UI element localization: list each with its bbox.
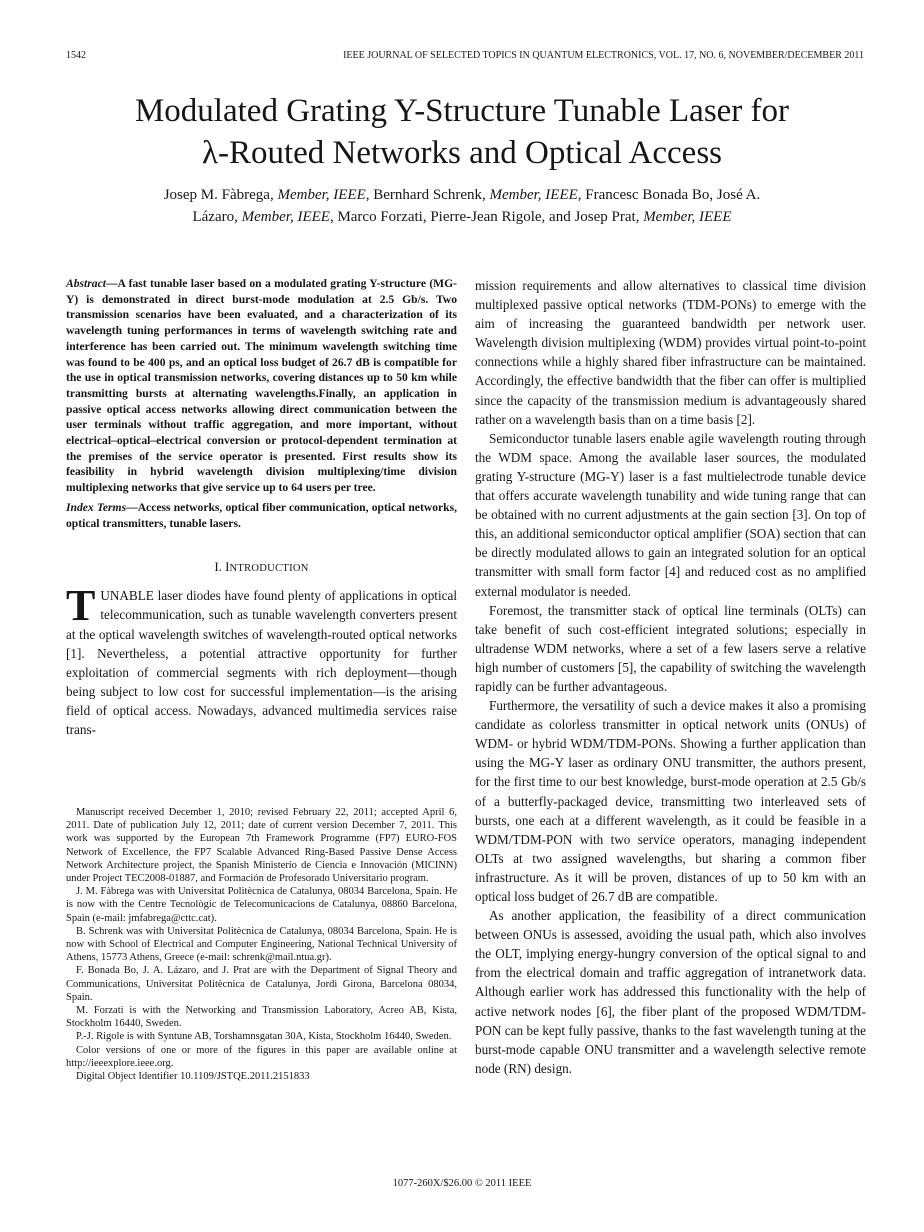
index-terms — [66, 500, 457, 531]
page-number: 1542 — [66, 50, 86, 61]
right-column — [475, 276, 866, 1078]
section-heading-introduction — [66, 557, 457, 578]
author-name: Lázaro — [192, 209, 235, 225]
author-membership: , Member, IEEE — [234, 209, 330, 225]
footnote: B. Schrenk was with Universitat Politècnica de Catalunya, 08034 Barcelona, Spain. He is now with School of Electrical and Computer Engineering, National Technical University of Athens, 15773 Athens, Greece (e-mail: schrenk@mail.ntua.gr). — [66, 925, 457, 964]
body-paragraph: As another application, the feasibility of a direct communication between ONUs is assessed, avoiding the usual path, which also involves the OLT, implying energy-hungry conversion of the optical signal to and from the electrical domain and traffic aggregation of intranetwork data. Although earlier work has addressed this functionality with the help of active network nodes [6], the fiber plant of the proposed WDM/TDM-PON can be kept fully passive, thanks to the fast wavelength tuning at the burst-mode capable ONU transmitter and a wavelength selective remote node (RN) design. — [475, 908, 866, 1076]
author-name: , Francesc Bonada Bo, José A. — [577, 187, 761, 203]
left-column — [66, 276, 457, 739]
title-line-1: Modulated Grating Y-Structure Tunable Laser for — [134, 93, 790, 129]
footnote: P.-J. Rigole is with Syntune AB, Torshamnsgatan 30A, Kista, Stockholm 16440, Sweden. — [76, 1031, 452, 1043]
author-name: , Marco Forzati, Pierre-Jean Rigole, and Josep Prat — [329, 209, 636, 225]
abstract-label: Abstract — [66, 277, 106, 290]
title-line-2: λ-Routed Networks and Optical Access — [201, 135, 723, 171]
author-membership: , Member, IEEE — [635, 209, 732, 225]
abstract-text: —A fast tunable laser based on a modulated grating Y-structure (MG-Y) is demonstrated in direct burst-mode modulation at 2.5 Gb/s. Two transmission scenarios have been evaluated, and a characterization of its wavelength tuning performances in terms of wavelength switching rate and interference has been carried out. The minimum wavelength switching time was found to be 400 ps, and an optical loss budget of 26.7 dB is compatible for the use in optical transmission networks, covering distances up to 50 km while transmitting bursts at alternating wavelengths.Finally, an application in passive optical access networks allowing direct communication between the user terminals without traffic aggregation, and more important, without electrical–optical–electrical conversion or protocol-dependent termination at the premises of the service operator is presented. First results show its feasibility in hybrid wavelength division multiplexing/time division multiplexing networks that give service up to 64 users per tree. — [66, 277, 457, 495]
author-name: , Bernhard Schrenk — [365, 187, 482, 203]
running-header — [66, 50, 864, 66]
intro-paragraph — [66, 581, 457, 739]
body-paragraph: Foremost, the transmitter stack of optical line terminals (OLTs) can take benefit of such cost-efficient integrated solutions; especially in ultradense WDM networks, where a set of a few lasers serve a relative high number of customers [5], the capability of switching the wavelength rapidly can be further advantageous. — [475, 602, 866, 694]
author-line-1 — [0, 184, 924, 206]
intro-text: UNABLE laser diodes have found plenty of applications in optical telecommunication, such as tunable wavelength converters present at the optical wavelength switches of wavelength-routed optical networks [1]. Nevertheless, a potential attractive opportunity for further exploitation of commercial segments with rich deployment—though being subject to low cost for successful implementation—is the arising field of optical access. Nowadays, advanced multimedia services raise trans- — [66, 588, 457, 737]
section-number: I. — [214, 559, 222, 575]
footnotes — [66, 806, 457, 1083]
footnote: F. Bonada Bo, J. A. Lázaro, and J. Prat are with the Department of Signal Theory and Communications, Universitat Politècnica de Catalunya, Jordi Girona, Barcelona 08034, Spain. — [66, 965, 457, 1003]
index-terms-label: Index Terms — [66, 500, 127, 514]
journal-name: IEEE JOURNAL OF SELECTED TOPICS IN QUANTUM ELECTRONICS, VOL. 17, NO. 6, NOVEMBER/DECEMBER 2011 — [343, 50, 864, 61]
footnote: M. Forzati is with the Networking and Transmission Laboratory, Acreo AB, Kista, Stockholm 16440, Sweden. — [66, 1005, 457, 1030]
section-title-rest: NTRODUCTION — [229, 563, 309, 575]
footnote: Manuscript received December 1, 2010; revised February 22, 2011; accepted April 6, 2011. Date of publication July 12, 2011; date of current version December 7, 2011. This work was supported by the European 7th Framework Programme (FP7) EURO-FOS Network of Excellence, the FP7 Scalable Advanced Ring-Based Passive Dense Access Network Architecture project, the Spanish Ministerio de Ciencia e Innovación (MICINN) under Project TEC2008-01887, and Formación de Profesorado Universitario program. — [66, 807, 457, 885]
body-paragraph: Furthermore, the versatility of such a device makes it also a promising candidate as colorless transmitter in optical network units (ONUs) of WDM- or hybrid WDM/TDM-PONs. Showing a further application than using the MG-Y laser as ordinary ONU transmitter, the authors present, for the first time to our best knowledge, burst-mode operation at 2.5 Gb/s of a butterfly-packaged device, transmitting two interleaved sets of bursts, one each at a different wavelength, as it could be feasible in a WDM/TDM-PON with two service operators, managing independent OLTs at two assigned wavelengths, but sharing a common fiber infrastructure. As it will be proven, distances of up to 50 km with an optical loss budget of 26.7 dB are compatible. — [475, 698, 866, 904]
body-paragraph: mission requirements and allow alternatives to classical time division multiplexed passive optical networks (TDM-PONs) to emerge with the aim of increasing the guaranteed bandwidth per network user. Wavelength division multiplexing (WDM) provides virtual point-to-point connections while a highly shared fiber infrastructure can be maintained. Accordingly, the effective bandwidth that the fiber can offer is multiplied since the capacity of the transmission medium is advantageously shared rather on a wavelength basis than on a time basis [2]. — [475, 278, 866, 427]
body-paragraph: Semiconductor tunable lasers enable agile wavelength routing through the WDM space. Among the available laser sources, the modulated grating Y-structure (MG-Y) laser is a fast multielectrode tunable device that offers accurate wavelength tunability and wide tuning range that can be obtained with no current adjustments at the gain section [3]. On top of this, an additional semiconductor optical amplifier (SOA) section that can be directly modulated allows to gain an integrated solution for an optical transmitter with small form factor [4] and reduced cost as no amplified external modulator is needed. — [475, 430, 866, 599]
footnote: Color versions of one or more of the figures in this paper are available online at http://ieeexplore.ieee.org. — [66, 1044, 457, 1069]
abstract — [66, 276, 457, 496]
author-list — [0, 184, 924, 228]
paper-title — [0, 90, 924, 174]
drop-cap: T — [66, 581, 96, 631]
author-line-2 — [0, 206, 924, 228]
author-membership: , Member, IEEE — [481, 187, 578, 203]
footnote: Digital Object Identifier 10.1109/JSTQE.2011.2151833 — [76, 1071, 310, 1083]
author-name: Josep M. Fàbrega — [163, 187, 270, 203]
index-terms-text: —Access networks, optical fiber communication, optical networks, optical transmitters, tunable lasers. — [66, 500, 457, 530]
section-title-initial: I — [225, 559, 230, 575]
footnote: J. M. Fàbrega was with Universitat Politècnica de Catalunya, 08034 Barcelona, Spain. He is now with the Centre Tecnològic de Telecomunicacions de Catalunya, 08860 Barcelona, Spain (e-mail: jmfabrega@cttc.cat). — [66, 886, 457, 924]
author-membership: , Member, IEEE — [269, 187, 366, 203]
copyright-footer: 1077-260X/$26.00 © 2011 IEEE — [392, 1178, 532, 1189]
